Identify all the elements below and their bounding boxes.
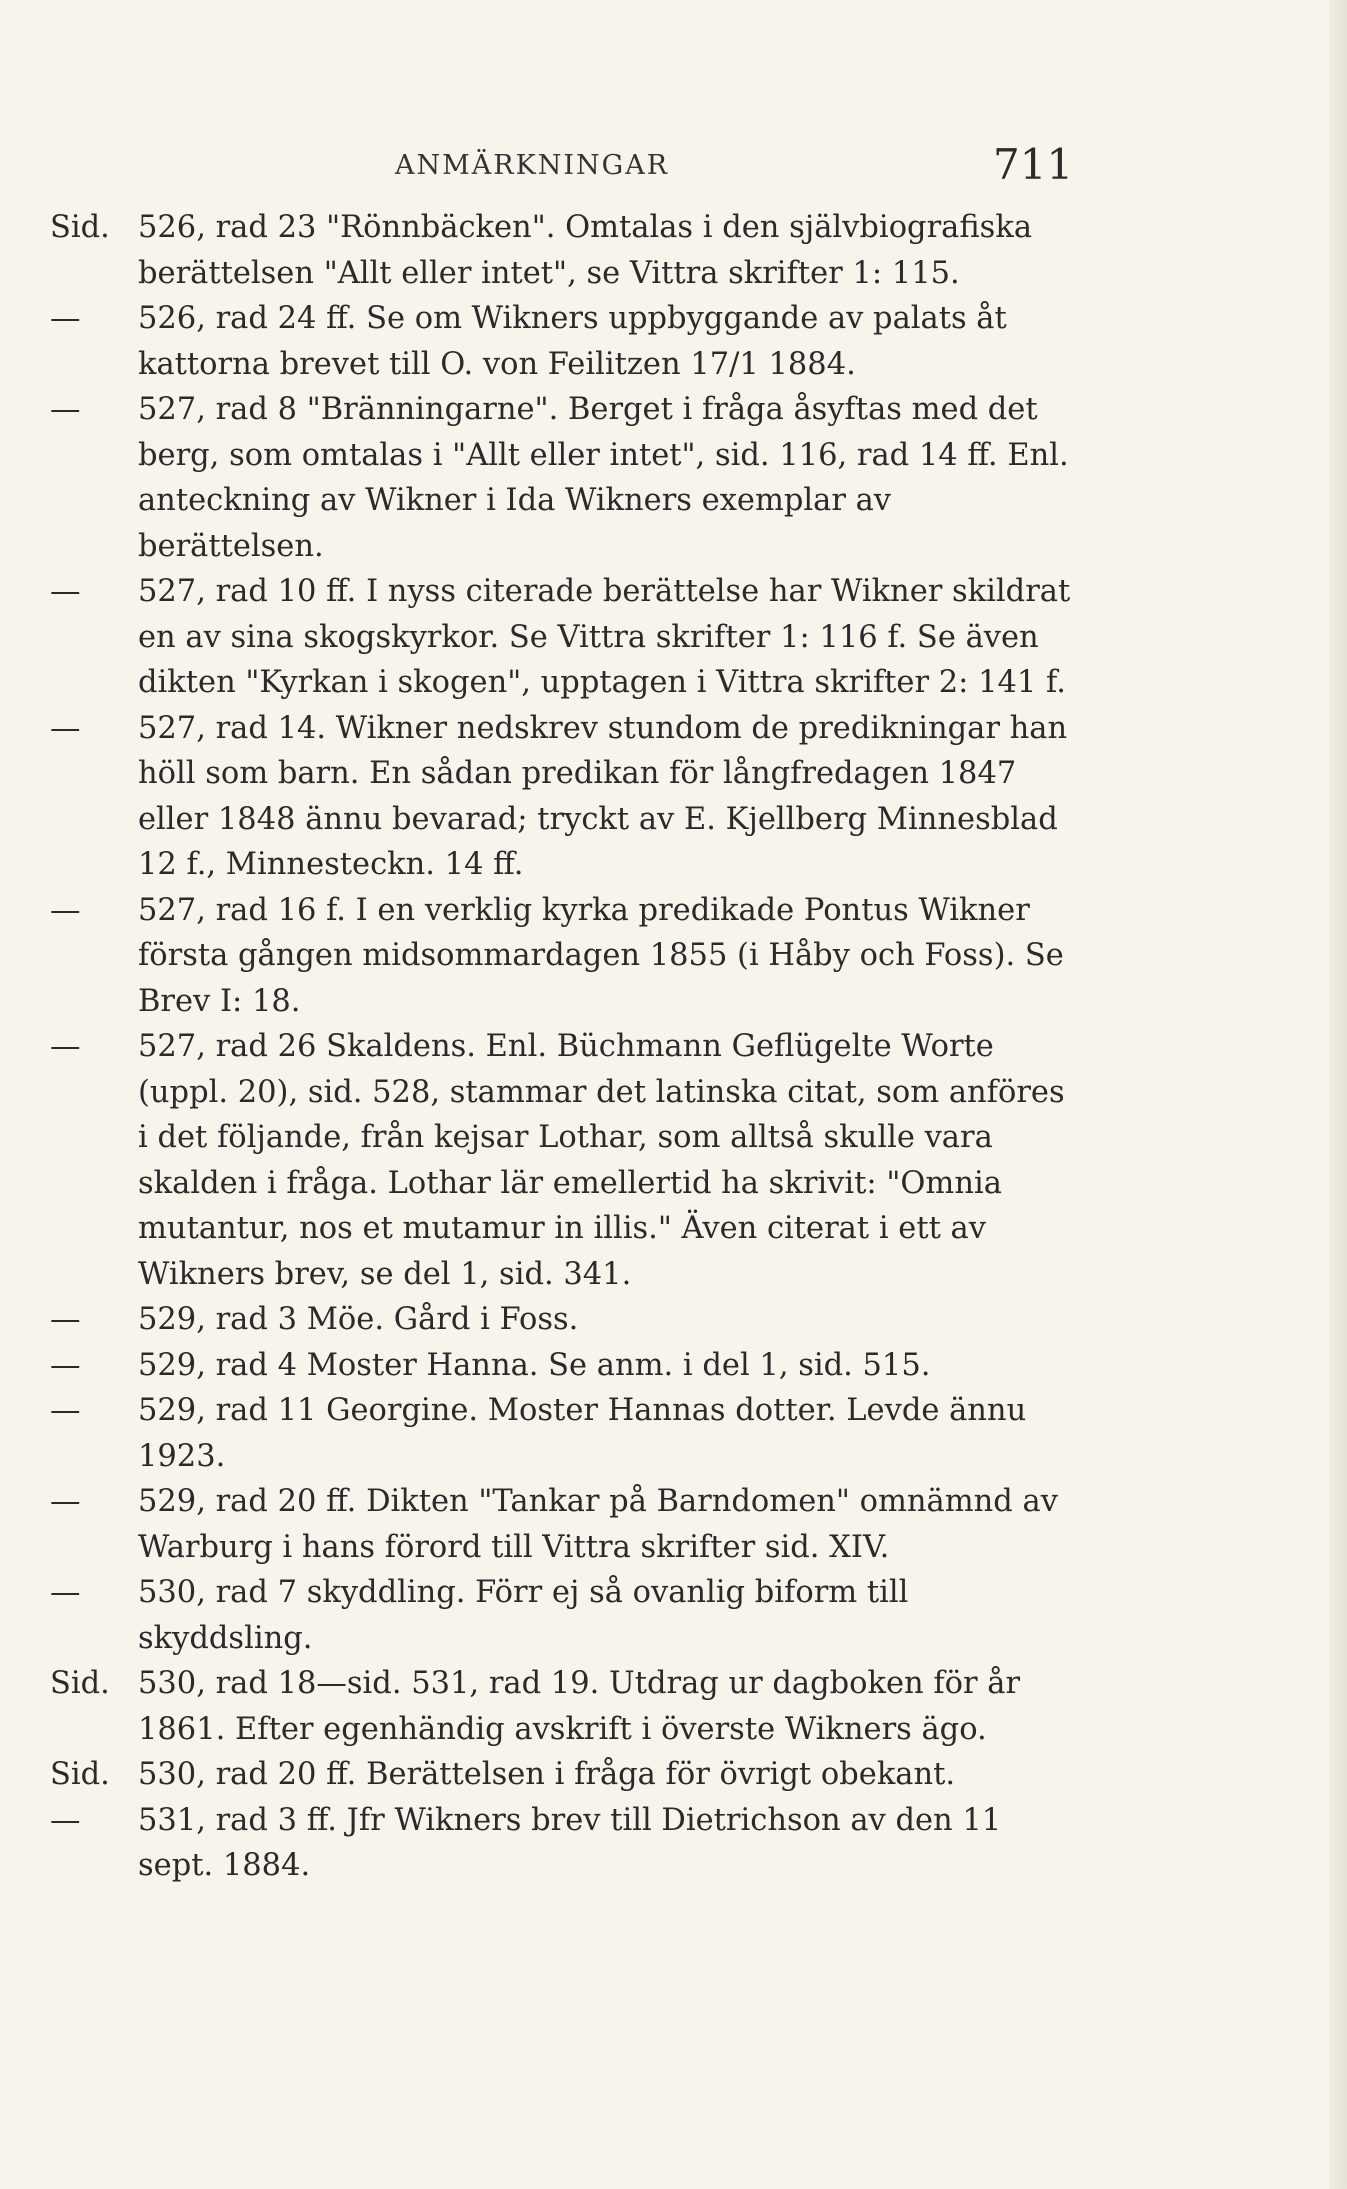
entry-lead: Sid.	[50, 1666, 110, 1701]
annotation-entry	[50, 1661, 1080, 1752]
entry-text: 529, rad 3 Möe. Gård i Foss.	[138, 1302, 579, 1337]
annotation-entry	[50, 296, 1080, 387]
annotation-entry	[50, 1479, 1080, 1570]
annotation-entry	[50, 1752, 1080, 1798]
entry-text: 526, rad 23 "Rönnbäcken". Omtalas i den självbiografiska berättelsen "Allt eller intet", se Vittra skrifter 1: 115.	[138, 210, 1033, 291]
annotation-entry	[50, 569, 1080, 706]
entry-text: 527, rad 16 f. I en verklig kyrka predikade Pontus Wikner första gången midsommardagen 1855 (i Håby och Foss). Se Brev I: 18.	[138, 892, 1064, 1019]
entry-text: 531, rad 3 ff. Jfr Wikners brev till Dietrichson av den 11 sept. 1884.	[138, 1802, 1002, 1883]
entry-lead: Sid.	[50, 1757, 110, 1792]
entry-lead: —	[50, 1347, 81, 1383]
entry-text: 527, rad 14. Wikner nedskrev stundom de predikningar han höll som barn. En sådan predikan för långfredagen 1847 eller 1848 ännu bevarad; tryckt av E. Kjellberg Minnesblad 12 f., Minnesteckn. 14 ff.	[138, 710, 1068, 882]
entry-lead: Sid.	[50, 210, 110, 245]
annotation-entry	[50, 1024, 1080, 1297]
entry-lead: —	[50, 301, 81, 336]
entry-lead: —	[50, 1029, 81, 1064]
annotation-entry	[50, 205, 1080, 296]
entry-lead: —	[50, 710, 81, 746]
annotation-entry	[50, 387, 1080, 569]
entry-text: 527, rad 10 ff. I nyss citerade berättelse har Wikner skildrat en av sina skogskyrkor. Se Vittra skrifter 1: 116 f. Se även dikten "Kyrkan i skogen", upptagen i Vittra skrifter 2: 141 f.	[138, 574, 1071, 700]
entry-text: 530, rad 7 skyddling. Förr ej så ovanlig biform till skyddsling.	[138, 1575, 909, 1656]
annotation-entry	[50, 706, 1080, 888]
entry-text: 527, rad 26 Skaldens. Enl. Büchmann Geflügelte Worte (uppl. 20), sid. 528, stammar det latinska citat, som anföres i det följande, från kejsar Lothar, som alltså skulle vara skalden i fråga. Lothar lär emellertid ha skrivit: "Omnia mutantur, nos et mutamur in illis." Även citerat i ett av Wikners brev, se del 1, sid. 341.	[138, 1029, 1065, 1292]
annotation-list	[50, 205, 1080, 1889]
annotation-entry	[50, 1798, 1080, 1889]
page-edge	[1329, 0, 1347, 2189]
entry-lead: —	[50, 574, 81, 609]
entry-lead: —	[50, 1484, 81, 1519]
annotation-entry	[50, 1343, 1080, 1389]
entry-text: 529, rad 4 Moster Hanna. Se anm. i del 1, sid. 515.	[138, 1347, 931, 1383]
annotation-entry	[50, 1297, 1080, 1343]
entry-lead: —	[50, 1393, 81, 1428]
annotation-entry	[50, 1570, 1080, 1661]
entry-text: 527, rad 8 "Bränningarne". Berget i fråga åsyftas med det berg, som omtalas i "Allt eller intet", sid. 116, rad 14 ff. Enl. anteckning av Wikner i Ida Wikners exemplar av berättelsen.	[138, 392, 1069, 564]
entry-lead: —	[50, 1302, 81, 1337]
annotation-entry	[50, 888, 1080, 1025]
page-number: 711	[993, 140, 1074, 189]
entry-lead: —	[50, 392, 81, 427]
entry-lead: —	[50, 1575, 81, 1610]
entry-text: 529, rad 20 ff. Dikten "Tankar på Barndomen" omnämnd av Warburg i hans förord till Vittra skrifter sid. XIV.	[138, 1484, 1058, 1565]
entry-lead: —	[50, 892, 81, 928]
entry-text: 530, rad 18—sid. 531, rad 19. Utdrag ur dagboken för år 1861. Efter egenhändig avskrift i överste Wikners ägo.	[138, 1666, 1021, 1747]
entry-text: 530, rad 20 ff. Berättelsen i fråga för övrigt obekant.	[138, 1757, 956, 1792]
annotation-entry	[50, 1388, 1080, 1479]
entry-text: 529, rad 11 Georgine. Moster Hannas dotter. Levde ännu 1923.	[138, 1393, 1027, 1474]
entry-lead: —	[50, 1802, 81, 1838]
entry-text: 526, rad 24 ff. Se om Wikners uppbyggande av palats åt kattorna brevet till O. von Feilitzen 17/1 1884.	[138, 301, 1007, 382]
running-head: ANMÄRKNINGAR	[395, 150, 670, 181]
